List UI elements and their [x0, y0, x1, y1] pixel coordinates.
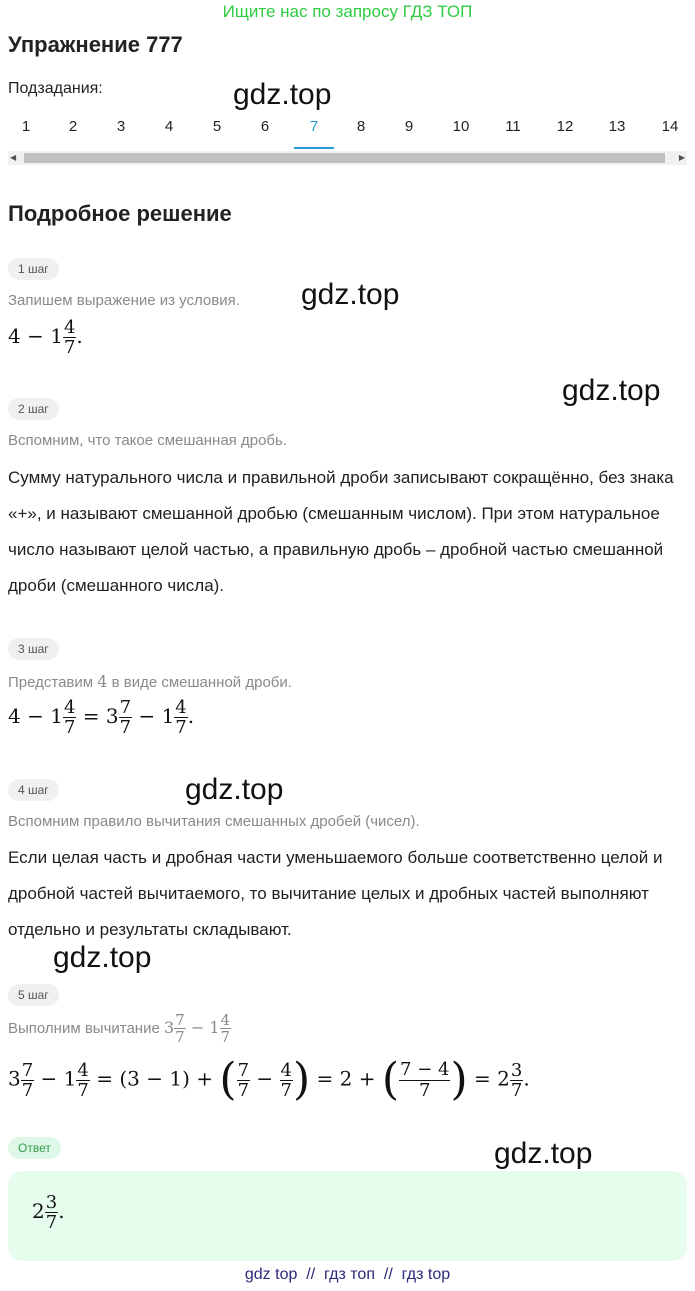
step-2-text: Сумму натурального числа и правильной дроби записывают сокращённо, без знака «+», и называют смешанной дробью (смешанным числом). При этом натуральное число называют целой частью, а правильную дробь – дробной частью смешанной дроби (смешанного числа). — [8, 468, 674, 595]
step-4-badge: 4 шаг — [8, 779, 59, 801]
subtask-tabs — [0, 118, 695, 152]
step-1-expression: 4 − 1 $\frac{4}{7}$ . — [8, 317, 83, 358]
tab-4[interactable]: 4 — [164, 118, 174, 135]
step-5-expression: 3 $\frac{7}{7}$ − 1 $\frac{4}{7}$ = (3 − 1) + ( $\frac{7}{7}$ − $\frac{4}{7}$ ) = 2 + ( $\frac{7 - 4}{7}$ ) = 2 $\frac{3}{7}$ . — [8, 1054, 530, 1105]
subtasks-label: Подзадания: — [8, 80, 103, 97]
tab-8[interactable]: 8 — [356, 118, 366, 135]
watermark: gdz.top — [494, 1137, 593, 1170]
watermark: gdz.top — [233, 78, 332, 111]
watermark: gdz.top — [185, 773, 284, 806]
scrollbar-thumb[interactable] — [24, 153, 665, 163]
tab-12[interactable]: 12 — [556, 118, 574, 135]
step-3-hint: Представим 4 в виде смешанной дроби. — [8, 672, 292, 691]
answer-badge: Ответ — [8, 1137, 61, 1159]
step-4-hint: Вспомним правило вычитания смешанных дробей (чисел). — [8, 813, 420, 830]
step-2-hint: Вспомним, что такое смешанная дробь. — [8, 432, 287, 449]
footer-links[interactable]: gdz top // гдз топ // гдз top — [244, 1266, 451, 1283]
tab-2[interactable]: 2 — [68, 118, 78, 135]
page-title: Упражнение 777 — [8, 32, 183, 57]
step-4-text: Если целая часть и дробная части уменьшаемого больше соответственно целой и дробной частей вычитаемого, то вычитание целых и дробных частей выполняют отдельно и результаты складывают. — [8, 848, 663, 939]
step-1-badge: 1 шаг — [8, 258, 59, 280]
answer-box — [8, 1171, 687, 1261]
active-tab-indicator — [294, 147, 334, 149]
watermark: gdz.top — [301, 278, 400, 311]
answer-value: 2 $\frac{3}{7}$ . — [32, 1192, 65, 1233]
step-5-hint: Выполним вычитание 3 $\frac{7}{7}$ − 1 $\frac{4}{7}$ — [8, 1011, 231, 1046]
tab-1[interactable]: 1 — [21, 118, 31, 135]
top-search-link[interactable]: Ищите нас по запросу ГДЗ ТОП — [222, 2, 473, 21]
tab-10[interactable]: 10 — [452, 118, 470, 135]
scroll-left-icon[interactable]: ◀ — [10, 153, 17, 162]
tab-13[interactable]: 13 — [608, 118, 626, 135]
tab-14[interactable]: 14 — [661, 118, 679, 135]
tab-5[interactable]: 5 — [212, 118, 222, 135]
scroll-right-icon[interactable]: ▶ — [678, 153, 685, 162]
step-1-hint: Запишем выражение из условия. — [8, 292, 240, 309]
step-5-badge: 5 шаг — [8, 984, 59, 1006]
tab-11[interactable]: 11 — [505, 118, 521, 135]
tab-9[interactable]: 9 — [404, 118, 414, 135]
solution-heading: Подробное решение — [8, 201, 232, 226]
tabs-scrollbar[interactable] — [8, 151, 687, 165]
step-3-expression: 4 − 1 $\frac{4}{7}$ = 3 $\frac{7}{7}$ − 1 $\frac{4}{7}$ . — [8, 697, 195, 738]
tab-3[interactable]: 3 — [116, 118, 126, 135]
step-3-badge: 3 шаг — [8, 638, 59, 660]
watermark: gdz.top — [562, 374, 661, 407]
tab-7[interactable]: 7 — [309, 118, 319, 135]
tab-6[interactable]: 6 — [260, 118, 270, 135]
step-2-badge: 2 шаг — [8, 398, 59, 420]
watermark: gdz.top — [53, 941, 152, 974]
